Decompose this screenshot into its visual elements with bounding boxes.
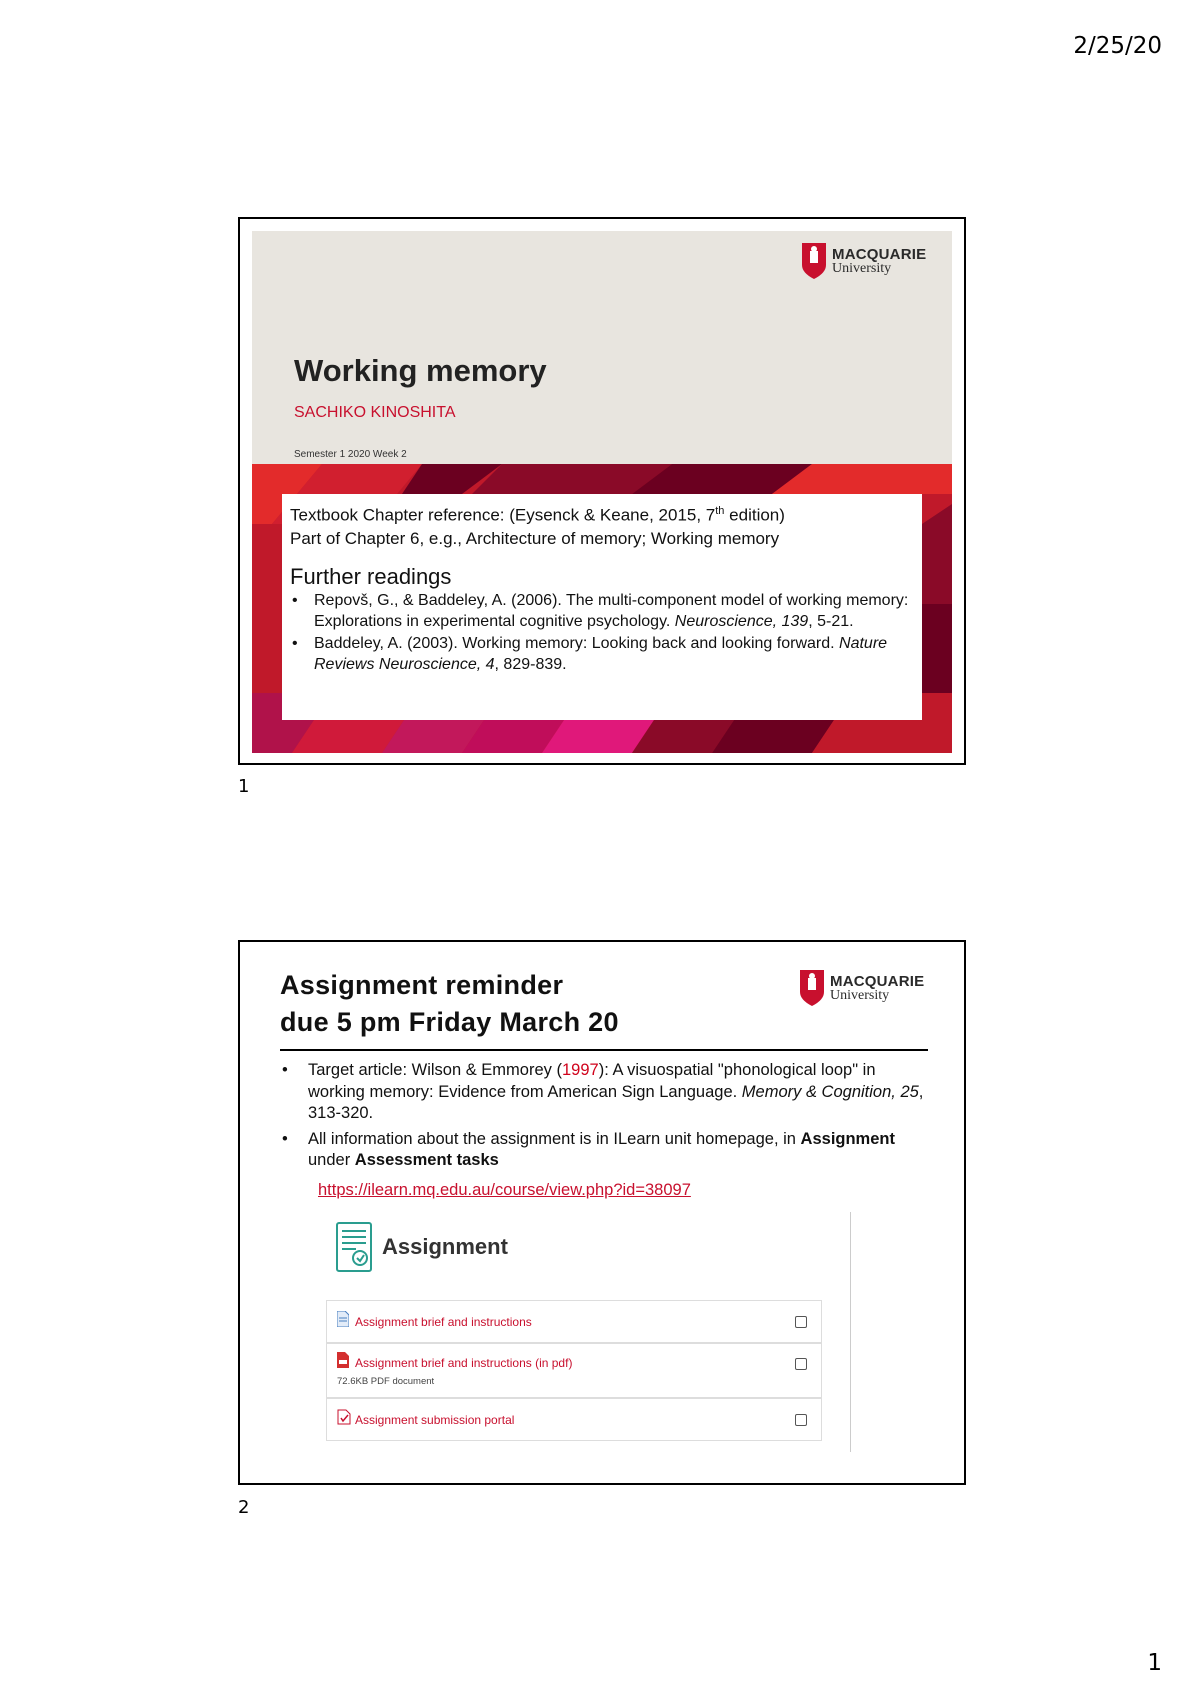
assignment-icon — [336, 1222, 372, 1272]
further-readings-heading: Further readings — [290, 563, 452, 589]
reading-item: • Repovš, G., & Baddeley, A. (2006). The multi-component model of working memory: Explorations in experimental cognitive psychology. Neuroscience, 139, 5-21. — [290, 590, 914, 633]
submission-icon — [337, 1409, 351, 1425]
title-divider — [280, 1049, 928, 1051]
chapter-line: Part of Chapter 6, e.g., Architecture of memory; Working memory — [290, 528, 780, 548]
item-label[interactable]: Assignment submission portal — [355, 1413, 515, 1427]
item-label[interactable]: Assignment brief and instructions (in pdf) — [355, 1356, 573, 1370]
title-panel — [252, 231, 952, 464]
assignment-item[interactable] — [326, 1300, 822, 1343]
ilearn-link[interactable]: https://ilearn.mq.edu.au/course/view.php?id=38097 — [318, 1181, 691, 1199]
assignment-info-bullet: • All information about the assignment is in ILearn unit homepage, in Assignment under Assessment tasks — [280, 1129, 930, 1172]
assignment-header — [336, 1222, 508, 1272]
slide-number: 1 — [238, 776, 250, 797]
textbook-reference: Textbook Chapter reference: (Eysenck & Keane, 2015, 7th edition) — [290, 505, 785, 525]
file-size: 72.6KB PDF document — [337, 1376, 435, 1387]
assignment-item[interactable] — [326, 1343, 822, 1398]
slide-title: Assignment reminder due 5 pm Friday March 20 — [280, 970, 619, 1037]
completion-checkbox[interactable] — [795, 1414, 807, 1426]
item-label[interactable]: Assignment brief and instructions — [355, 1315, 532, 1329]
semester-label: Semester 1 2020 Week 2 — [294, 449, 407, 460]
completion-checkbox[interactable] — [795, 1316, 807, 1328]
readings-list — [290, 590, 914, 676]
slide-1 — [238, 217, 966, 765]
macquarie-logo — [802, 243, 926, 279]
pdf-icon — [337, 1352, 349, 1368]
target-article-bullet: • Target article: Wilson & Emmorey (1997): A visuospatial "phonological loop" in working memory: Evidence from American Sign Language. Memory & Cognition, 25, 313-320. — [280, 1060, 930, 1125]
logo-main-text: MACQUARIE — [830, 972, 925, 990]
slide-number: 2 — [238, 1497, 250, 1518]
logo-sub-text: University — [830, 987, 890, 1003]
logo-sub-text: University — [832, 260, 892, 276]
bullet-list — [280, 1060, 930, 1176]
logo-main-text: MACQUARIE — [832, 245, 927, 263]
header-date: 2/25/20 — [1073, 33, 1162, 59]
macquarie-logo — [800, 970, 924, 1006]
reading-item: • Baddeley, A. (2003). Working memory: Looking back and looking forward. Nature Reviews Neuroscience, 4, 829-839. — [290, 633, 914, 676]
slide-title: Working memory — [294, 353, 547, 388]
assignment-heading: Assignment — [382, 1234, 508, 1259]
assignment-item[interactable] — [326, 1398, 822, 1441]
author-name: SACHIKO KINOSHITA — [294, 404, 456, 421]
shield-icon — [800, 970, 824, 1006]
slide-2 — [238, 940, 966, 1485]
reference-box — [282, 494, 922, 720]
document-icon — [337, 1311, 349, 1327]
ilearn-screenshot — [326, 1212, 851, 1452]
page-number: 1 — [1147, 1650, 1162, 1676]
shield-icon — [802, 243, 826, 279]
completion-checkbox[interactable] — [795, 1358, 807, 1370]
